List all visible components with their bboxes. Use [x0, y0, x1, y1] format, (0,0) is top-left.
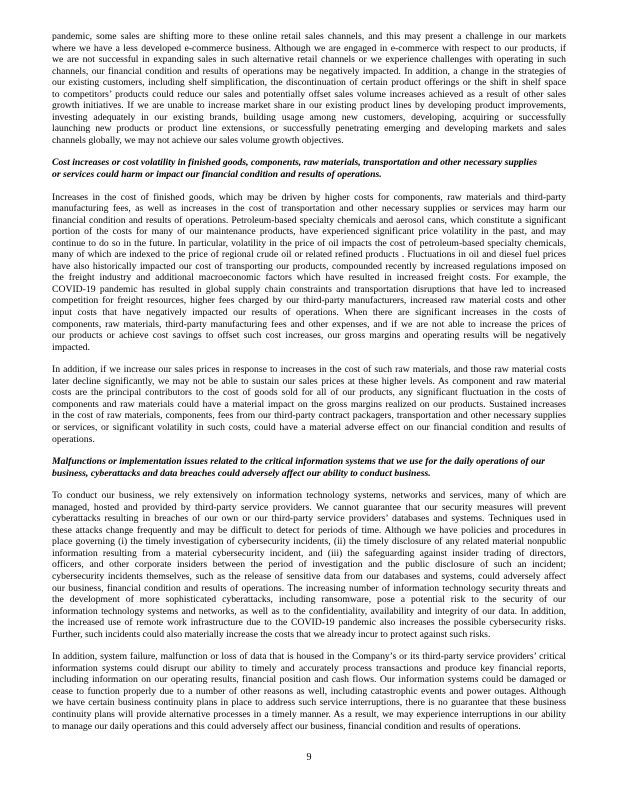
page-number: 9 — [306, 752, 312, 763]
text-line: our existing customers, including shelf simplification, the discontinuation of certain product offerings or the shift in shelf space — [52, 77, 566, 89]
text-line: including information on our operating results, financial position and cash flows. Our information systems could be damaged or — [52, 674, 566, 686]
text-line: components, raw materials, third-party manufacturing fees and other expenses, and if we are not able to increase the prices of — [52, 318, 566, 330]
text-line: continuity plans will provide alternative processes in a timely manner. As a result, we may experience interruptions in our ability — [52, 708, 566, 720]
text-line: or services could harm or impact our financial condition and results of operations. — [52, 169, 382, 181]
text-line: costs are the principal contributors to the cost of goods sold for all of our products, any significant fluctuation in the costs of — [52, 387, 566, 399]
text-line: Cost increases or cost volatility in finished goods, components, raw materials, transportation and other necessary supplies — [52, 157, 537, 169]
section-heading — [52, 157, 566, 180]
text-line: we have certain business continuity plans in place to address such service interruptions, there is no guarantee that these business — [52, 697, 566, 709]
text-line: impacted. — [52, 341, 90, 353]
text-line: to manage our daily operations and this could adversely affect our business, financial condition and results of operations. — [52, 720, 521, 732]
text-line: channels, our financial condition and results of operations may be negatively impacted. In addition, a change in the strategies of — [52, 65, 566, 77]
body-paragraph — [52, 651, 566, 732]
text-line: our products or achieve cost savings to offset such cost increases, our gross margins and operating results will be negatively — [52, 330, 566, 342]
text-line: place governing (i) the timely investigation of cybersecurity incidents, (ii) the timely disclosure of any related material nonpublic — [52, 536, 566, 548]
text-line: or services, or significant volatility in such costs, could have a material adverse effect on our financial condition and results of — [52, 421, 566, 433]
text-line: managed, hosted and provided by third-party service providers. We cannot guarantee that our security measures will prevent — [52, 501, 566, 513]
text-line: information systems could disrupt our ability to timely and accurately process transactions and produce key financial reports, — [52, 662, 566, 674]
text-line: have also historically impacted our cost of transporting our products, compounded recently by increased regulations imposed on — [52, 260, 566, 272]
text-line: Further, such incidents could also materially increase the costs that we already incur to protect against such risks. — [52, 628, 491, 640]
text-line: competition for freight resources, higher fees charged by our third-party manufacturers, increased raw material costs and other — [52, 295, 566, 307]
text-line: components and raw materials could have a material impact on the gross margins realized on our products. Sustained increases — [52, 398, 566, 410]
text-line: the freight industry and additional macroeconomic factors which have resulted in increased freight costs. For example, the — [52, 272, 566, 284]
document-page — [52, 31, 566, 743]
body-paragraph — [52, 490, 566, 640]
text-line: Malfunctions or implementation issues related to the critical information systems that we use for the daily operations of our — [52, 456, 546, 468]
body-paragraph — [52, 364, 566, 445]
text-line: in the cost of raw materials, components, fees from our third-party contract packagers, transportation and other necessary supplies — [52, 410, 566, 422]
text-line: to competitors’ products could reduce our sales and potentially offset sales volume increases achieved as a result of other sales — [52, 88, 566, 100]
text-line: information technology systems and networks, as well as to the confidentiality, availability and integrity of our data. In addition, — [52, 605, 566, 617]
text-line: continue to do so in the future. In particular, volatility in the price of oil impacts the cost of petroleum-based specialty chemicals, — [52, 237, 566, 249]
text-line: channels globally, we may not achieve our sales volume growth objectives. — [52, 134, 344, 146]
text-line: input costs that have negatively impacted our results of operations. When there are significant increases in the costs of — [52, 307, 566, 319]
text-line: To conduct our business, we rely extensively on information technology systems, networks and services, many of which are — [52, 490, 566, 502]
text-line: where we have a less developed e-commerce business. Although we are engaged in e-commerce with respect to our products, if — [52, 42, 566, 54]
text-line: launching new products or product line extensions, or successfully penetrating emerging and developing markets and sales — [52, 123, 566, 135]
text-line: In addition, system failure, malfunction or loss of data that is housed in the Company’s or its third-party service providers’ critical — [52, 651, 566, 663]
text-line: business, cyberattacks and data breaches could adversely affect our ability to conduct business. — [52, 467, 431, 479]
text-line: cybersecurity incidents themselves, such as the release of sensitive data from our databases and systems, could adversely affect — [52, 570, 566, 582]
text-line: financial condition and results of operations. Petroleum-based specialty chemicals and aerosol cans, which constitute a significant — [52, 214, 566, 226]
text-line: we are not successful in expanding sales in such alternative retail channels or we experience challenges with operating in such — [52, 54, 566, 66]
text-line: cease to function properly due to a number of other reasons as well, including catastrophic events and power outages. Although — [52, 685, 566, 697]
text-line: COVID-19 pandemic has resulted in global supply chain constraints and transportation disruptions that have led to increased — [52, 283, 566, 295]
text-line: growth initiatives. If we are unable to increase market share in our existing product lines by developing product improvements, — [52, 100, 566, 112]
text-line: later decline significantly, we may not be able to sustain our sales prices at these higher levels. As component and raw material — [52, 375, 566, 387]
text-line: manufacturing fees, as well as increases in the cost of transportation and other necessary supplies or services may harm our — [52, 203, 566, 215]
text-line: In addition, if we increase our sales prices in response to increases in the cost of such raw materials, and those raw material costs — [52, 364, 566, 376]
body-paragraph — [52, 31, 566, 146]
text-line: many of which are indexed to the price of regional crude oil or related refined products . Fluctuations in oil and diesel fuel prices — [52, 249, 566, 261]
text-line: these attacks change frequently and may be difficult to detect for periods of time. Although we have policies and procedures in — [52, 524, 566, 536]
text-line: the increased use of remote work infrastructure due to the COVID-19 pandemic also increases the possible cybersecurity risks. — [52, 617, 566, 629]
text-line: information resulting from a material cybersecurity incident, and (iii) the safeguarding against insider trading of directors, — [52, 547, 566, 559]
text-line: investing adequately in our existing brands, building usage among new customers, developing, acquiring or successfully — [52, 111, 566, 123]
text-line: cyberattacks resulting in breaches of our own or our third-party service providers’ databases and systems. Techniques used in — [52, 513, 566, 525]
text-line: Increases in the cost of finished goods, which may be driven by higher costs for components, raw materials and third-party — [52, 191, 566, 203]
body-paragraph — [52, 192, 566, 354]
text-line: officers, and other corporate insiders between the period of investigation and the public disclosure of such an incident; — [52, 559, 566, 571]
text-line: our business, financial condition and results of operations. The increasing number of information technology security threats and — [52, 582, 566, 594]
text-line: pandemic, some sales are shifting more to these online retail sales channels, and this may present a challenge in our markets — [52, 31, 566, 42]
text-line: portion of the costs for many of our maintenance products, have experienced significant price volatility in the past, and may — [52, 226, 566, 238]
section-heading — [52, 456, 566, 479]
text-line: operations. — [52, 433, 95, 445]
text-line: the development of more sophisticated cyberattacks, including ransomware, pose a potential risk to the security of our — [52, 594, 566, 606]
